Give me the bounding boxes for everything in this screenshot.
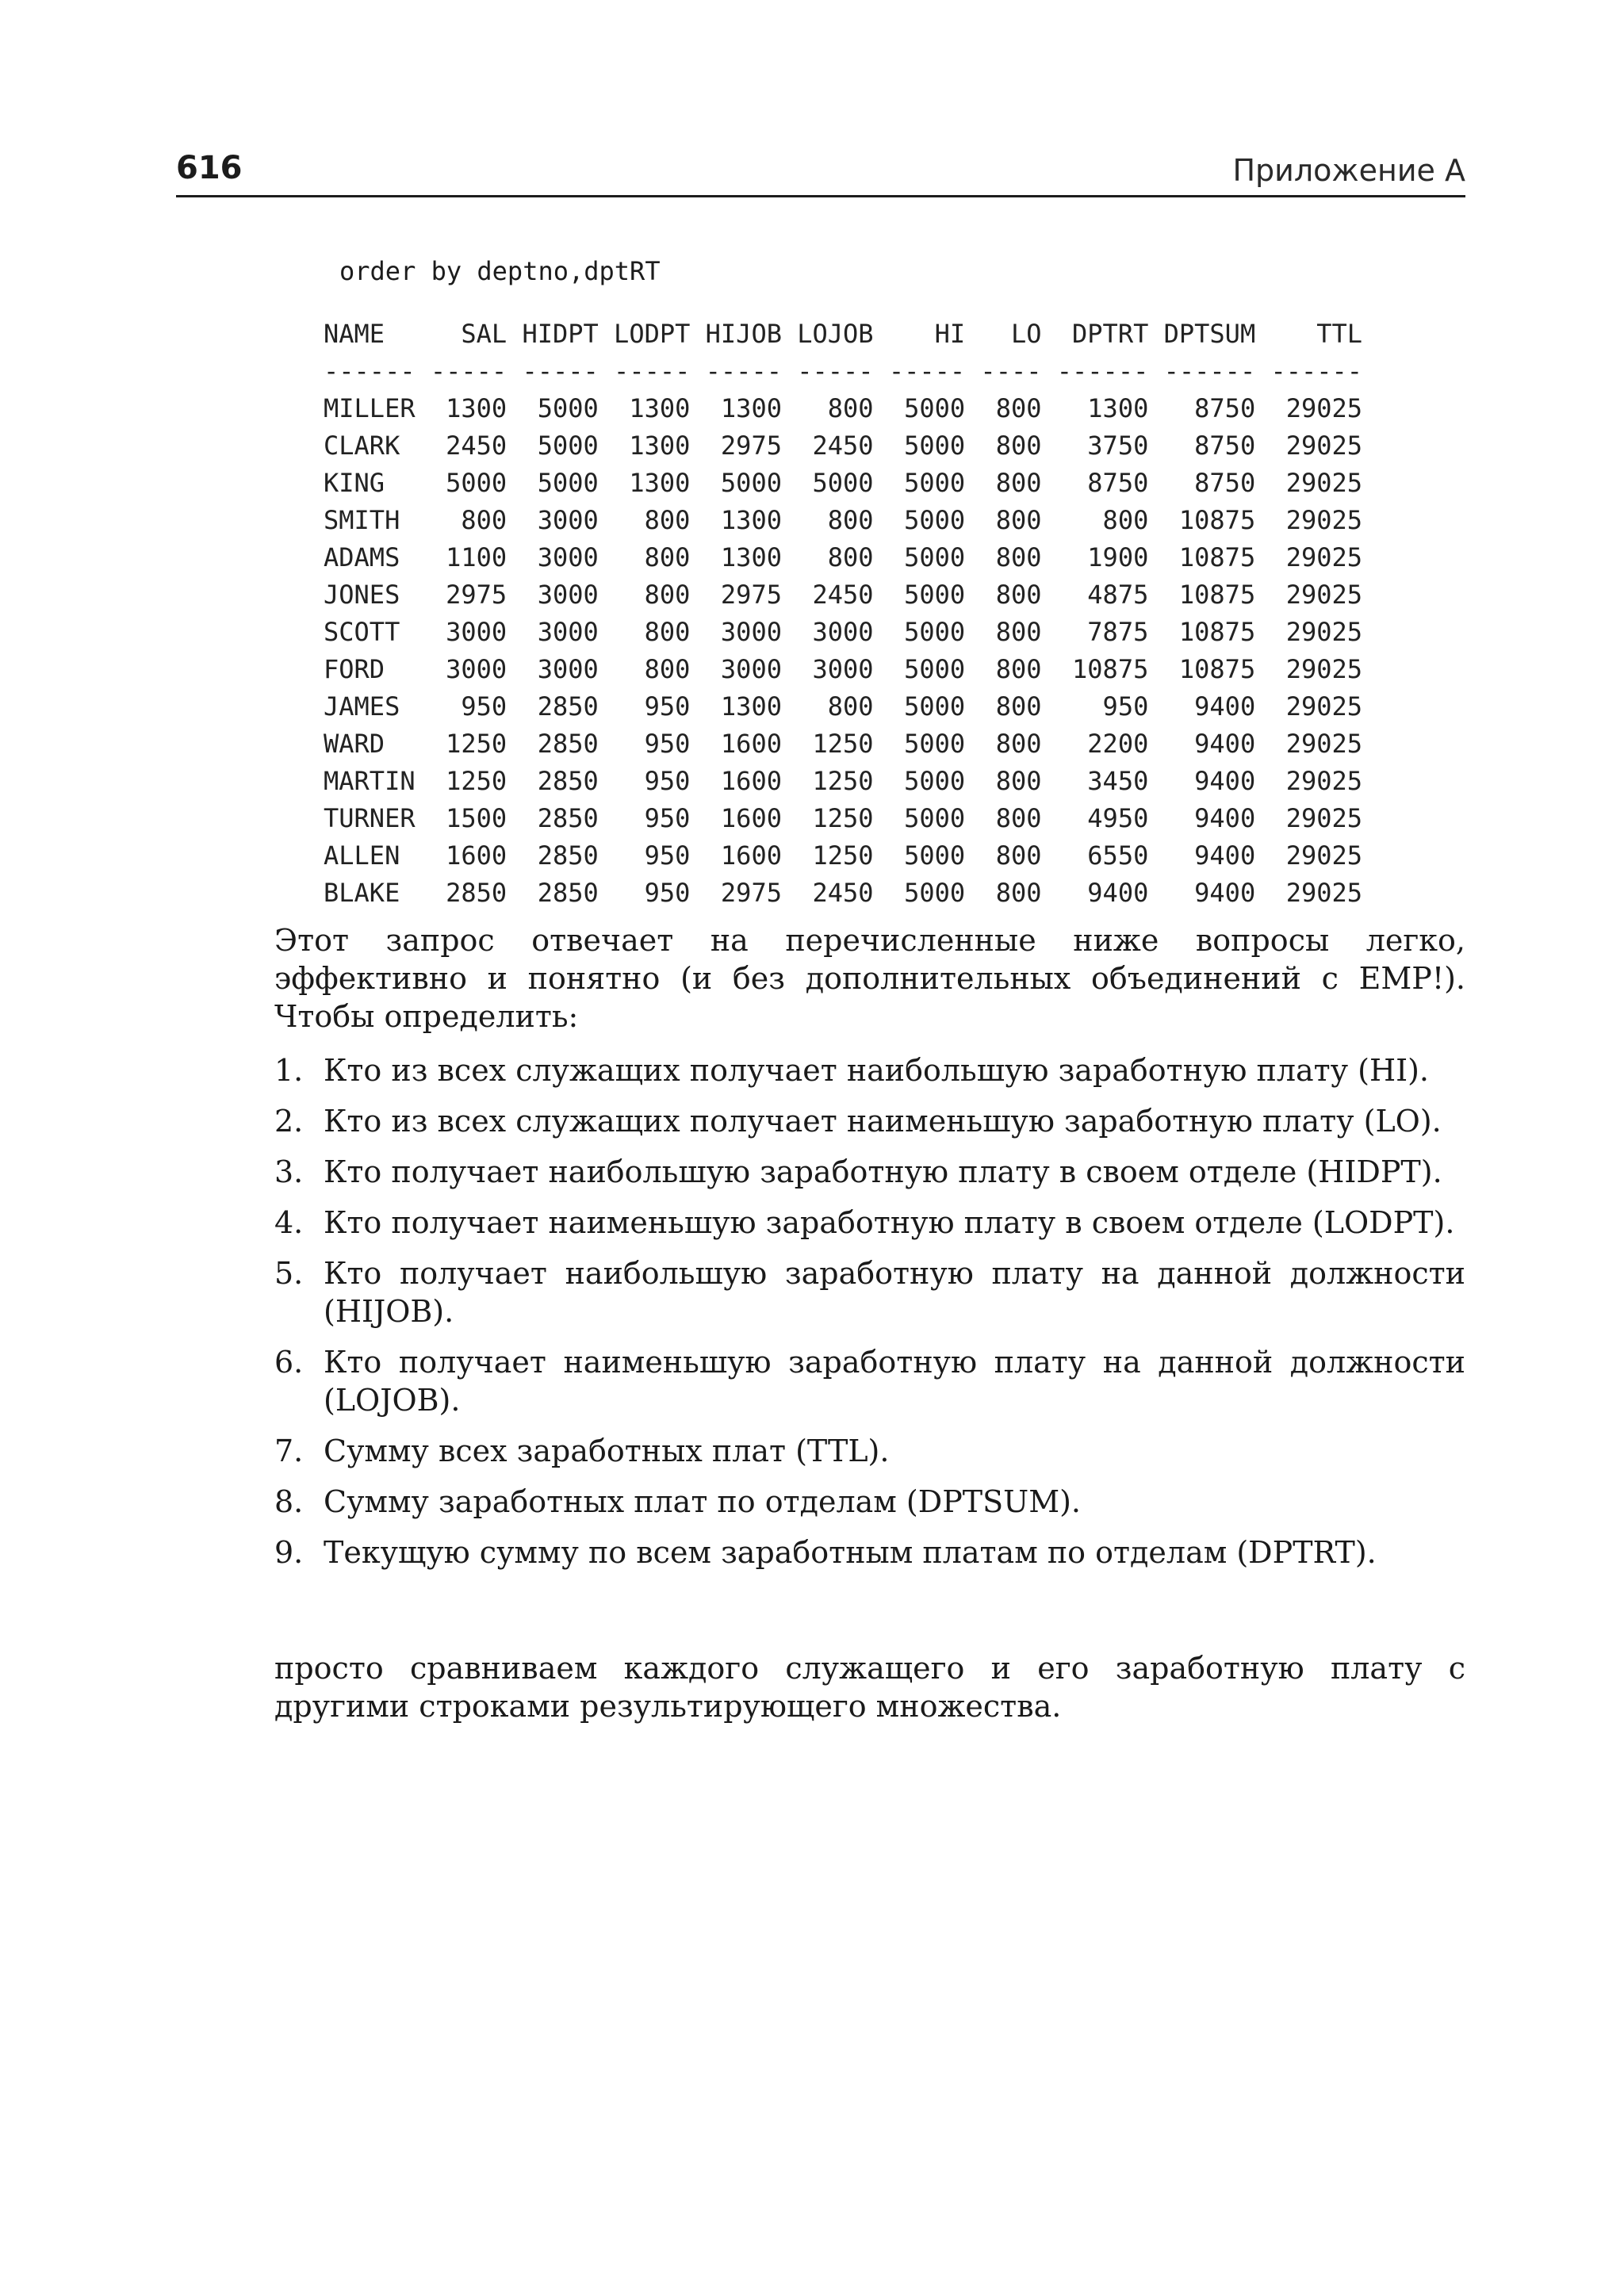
table-row: FORD 3000 3000 800 3000 3000 5000 800 10875 10875 29025 [324,654,1363,684]
list-item [274,1204,1465,1242]
list-item-number: 7. [274,1434,304,1468]
list-item [274,1533,1465,1571]
running-title: Приложение А [1232,153,1465,188]
list-item-number: 3. [274,1154,304,1189]
query-result-table [324,316,1362,912]
page-number: 616 [176,150,243,186]
list-item-number: 5. [274,1256,304,1291]
list-item [274,1432,1465,1470]
list-item [274,1051,1465,1089]
list-item-text: Кто из всех служащих получает наибольшую заработную плату (HI). [324,1053,1430,1088]
list-item-text: Кто получает наибольшую заработную плату на данной должности (HIJOB). [324,1256,1465,1329]
table-row: ADAMS 1100 3000 800 1300 800 5000 800 1900 10875 29025 [324,542,1363,572]
list-item-number: 8. [274,1484,304,1519]
closing-paragraph: просто сравниваем каждого служащего и его заработную плату с другими строками результирующего множества. [274,1651,1465,1724]
list-item-number: 9. [274,1535,304,1570]
page-header [176,147,1465,197]
table-row: KING 5000 5000 1300 5000 5000 5000 800 8750 8750 29025 [324,468,1363,498]
table-row: SMITH 800 3000 800 1300 800 5000 800 800 10875 29025 [324,505,1363,535]
table-separator-row: ------ ----- ----- ----- ----- ----- ----- ---- ------ ------ ------ [324,356,1363,386]
table-header-row: NAME SAL HIDPT LODPT HIJOB LOJOB HI LO DPTRT DPTSUM TTL [324,319,1363,349]
table-row: WARD 1250 2850 950 1600 1250 5000 800 2200 9400 29025 [324,729,1363,759]
list-item-text: Сумму заработных плат по отделам (DPTSUM). [324,1484,1082,1519]
table-row: TURNER 1500 2850 950 1600 1250 5000 800 4950 9400 29025 [324,803,1363,833]
list-item-text: Сумму всех заработных плат (TTL). [324,1434,890,1468]
list-item [274,1483,1465,1521]
table-row: MARTIN 1250 2850 950 1600 1250 5000 800 3450 9400 29025 [324,766,1363,796]
table-row: MILLER 1300 5000 1300 1300 800 5000 800 1300 8750 29025 [324,393,1363,423]
table-row: JONES 2975 3000 800 2975 2450 5000 800 4875 10875 29025 [324,580,1363,610]
table-row: CLARK 2450 5000 1300 2975 2450 5000 800 3750 8750 29025 [324,431,1363,461]
list-item-text: Кто получает наибольшую заработную плату в своем отделе (HIDPT). [324,1154,1442,1189]
table-row: SCOTT 3000 3000 800 3000 3000 5000 800 7875 10875 29025 [324,617,1363,647]
list-item [274,1102,1465,1140]
question-list [274,1051,1465,1584]
intro-paragraph: Этот запрос отвечает на перечисленные ниже вопросы легко, эффективно и понятно (и без дополнительных объединений с EMP!). Чтобы определить: [274,923,1465,1034]
list-item [274,1254,1465,1330]
list-item [274,1343,1465,1419]
list-item-number: 4. [274,1205,304,1240]
list-item-text: Кто получает наименьшую заработную плату в своем отделе (LODPT). [324,1205,1455,1240]
list-item-number: 2. [274,1104,304,1139]
list-item [274,1153,1465,1191]
table-row: ALLEN 1600 2850 950 1600 1250 5000 800 6550 9400 29025 [324,840,1363,871]
sql-code-line: order by deptno,dptRT [339,256,661,286]
table-row: JAMES 950 2850 950 1300 800 5000 800 950 9400 29025 [324,691,1363,722]
list-item-text: Кто из всех служащих получает наименьшую заработную плату (LO). [324,1104,1442,1139]
table-row: BLAKE 2850 2850 950 2975 2450 5000 800 9400 9400 29025 [324,878,1363,908]
list-item-number: 1. [274,1053,304,1088]
list-item-text: Текущую сумму по всем заработным платам по отделам (DPTRT). [324,1535,1377,1570]
list-item-text: Кто получает наименьшую заработную плату на данной должности (LOJOB). [324,1345,1465,1418]
list-item-number: 6. [274,1345,304,1380]
